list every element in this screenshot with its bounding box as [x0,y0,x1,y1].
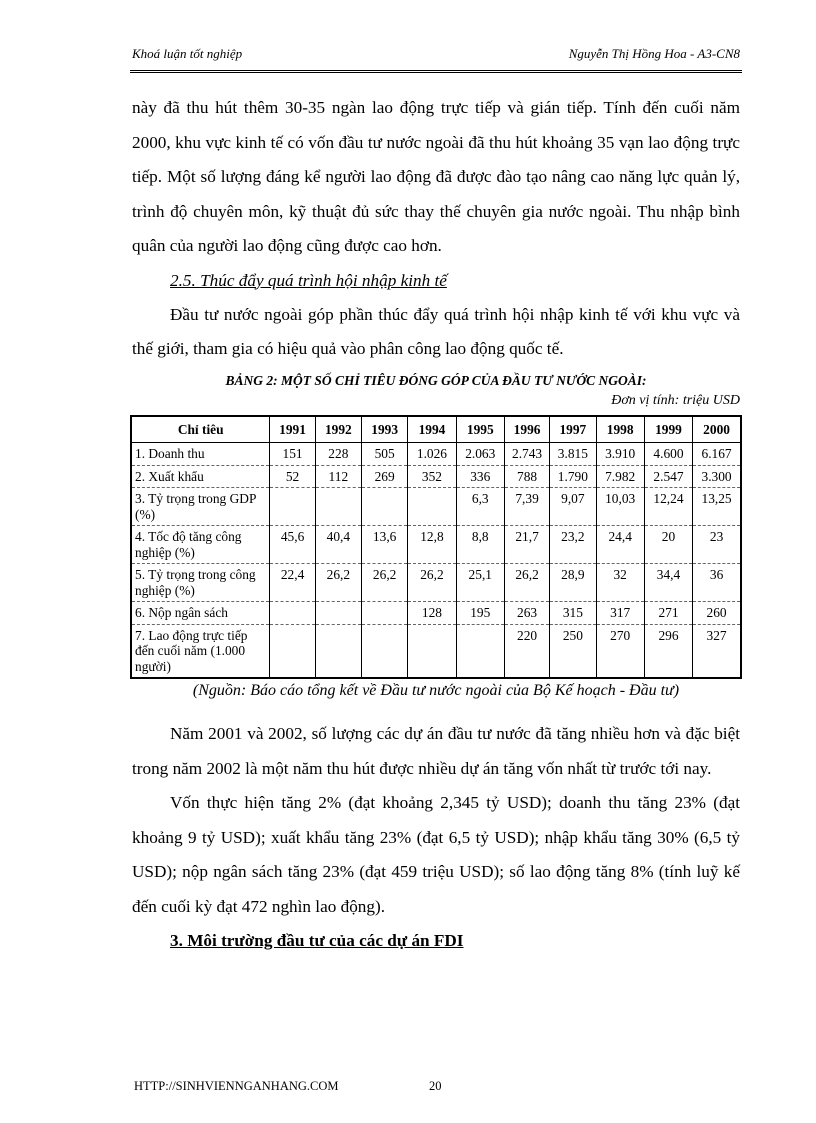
table-cell [315,488,361,526]
header-thesis-label: Khoá luận tốt nghiệp [132,46,243,61]
table-header-year: 1992 [315,416,361,443]
table-cell: 20 [644,526,692,564]
table-cell: 195 [456,602,504,625]
table-header-year: 1999 [644,416,692,443]
table-cell: 151 [270,443,315,466]
header-author: Nguyễn Thị Hồng Hoa - A3-CN8 [568,46,740,61]
table-cell [408,488,456,526]
paragraph-integration: Đầu tư nước ngoài góp phần thúc đẩy quá trình hội nhập kinh tế với khu vực và thế giới, tham gia có hiệu quả vào phân công lao động quốc tế. [132,304,740,358]
table-cell: 2.063 [456,443,504,466]
table-cell: 26,2 [362,564,408,602]
table-cell: 3.300 [693,465,741,488]
table-cell: 36 [693,564,741,602]
table-title: BẢNG 2: MỘT SỐ CHỈ TIÊU ĐÓNG GÓP CỦA ĐẦU TƯ NƯỚC NGOÀI: [225,372,647,388]
table-cell: 1.790 [550,465,596,488]
table-cell [270,624,315,678]
table-cell: 13,6 [362,526,408,564]
table-cell: 3.910 [596,443,644,466]
table-cell: 25,1 [456,564,504,602]
table-header-indicator: Chỉ tiêu [131,416,270,443]
table-cell: 3.815 [550,443,596,466]
table-cell: 1.026 [408,443,456,466]
table-cell: 2.743 [504,443,549,466]
table-cell: 315 [550,602,596,625]
table-header-year: 1994 [408,416,456,443]
paragraph-growth-figures: Vốn thực hiện tăng 2% (đạt khoảng 2,345 tỷ USD); doanh thu tăng 23% (đạt khoảng 9 tỷ USD); xuất khẩu tăng 23% (đạt 6,5 tỷ USD); nhập khẩu tăng 30% (6,5 tỷ USD); nộp ngân sách tăng 23% (đạt 459 triệu USD); số lao động tăng 8% (tính luỹ kế đến cuối kỳ đạt 472 nghìn lao động). [132,793,740,916]
table-cell: 2.547 [644,465,692,488]
table-header-year: 2000 [693,416,741,443]
table-header-year: 1998 [596,416,644,443]
header-divider [130,70,742,73]
table-row [131,602,741,625]
table-cell: 9,07 [550,488,596,526]
table-header-row [131,416,741,443]
table-cell: 32 [596,564,644,602]
table-row-label: 4. Tốc độ tăng công nghiệp (%) [131,526,270,564]
table-cell: 34,4 [644,564,692,602]
table-cell: 788 [504,465,549,488]
table-row-label: 6. Nộp ngân sách [131,602,270,625]
table-cell: 26,2 [408,564,456,602]
table-cell: 269 [362,465,408,488]
table-cell: 220 [504,624,549,678]
paragraph-labor: này đã thu hút thêm 30-35 ngàn lao động trực tiếp và gián tiếp. Tính đến cuối năm 2000, khu vực kinh tế có vốn đầu tư nước ngoài đã thu hút khoảng 35 vạn lao động trực tiếp. Một số lượng đáng kể người lao động đã được đào tạo nâng cao năng lực quản lý, trình độ chuyên môn, kỹ thuật đủ sức thay thế chuyên gia nước ngoài. Thu nhập bình quân của người lao động cũng được cao hơn. [132,98,740,255]
table-cell: 40,4 [315,526,361,564]
table-cell: 23 [693,526,741,564]
table-cell: 270 [596,624,644,678]
table-cell: 228 [315,443,361,466]
table-row-label: 3. Tỷ trọng trong GDP (%) [131,488,270,526]
table-cell [315,602,361,625]
table-cell: 21,7 [504,526,549,564]
footer-url[interactable]: HTTP://SINHVIENNGANHANG.COM [134,1079,339,1093]
table-cell: 28,9 [550,564,596,602]
table-header-year: 1991 [270,416,315,443]
table-cell: 7.982 [596,465,644,488]
paragraph-2001-2002: Năm 2001 và 2002, số lượng các dự án đầu tư nước đã tăng nhiều hơn và đặc biệt trong năm 2002 là một năm thu hút được nhiều dự án tăng vốn nhất từ trước tới nay. [132,724,740,778]
table-cell: 24,4 [596,526,644,564]
table-cell: 6.167 [693,443,741,466]
table-cell: 112 [315,465,361,488]
table-cell: 505 [362,443,408,466]
table-cell: 52 [270,465,315,488]
table-cell: 10,03 [596,488,644,526]
table-cell: 327 [693,624,741,678]
table-unit: Đơn vị tính: triệu USD [611,392,740,408]
table-cell [270,602,315,625]
page-number: 20 [429,1079,442,1093]
table-cell: 26,2 [315,564,361,602]
table-header-year: 1995 [456,416,504,443]
table-header-year: 1996 [504,416,549,443]
table-cell: 12,24 [644,488,692,526]
table-row [131,488,741,526]
table-row-label: 1. Doanh thu [131,443,270,466]
table-header-year: 1993 [362,416,408,443]
table-source: (Nguồn: Báo cáo tổng kết về Đầu tư nước ngoài của Bộ Kế hoạch - Đầu tư) [192,682,680,699]
contribution-table [130,415,742,680]
table-cell: 22,4 [270,564,315,602]
section-heading-2-5: 2.5. Thúc đẩy quá trình hội nhập kinh tế [170,270,447,290]
table-cell [456,624,504,678]
table-row [131,624,741,678]
table-cell: 260 [693,602,741,625]
table-cell [408,624,456,678]
table-row [131,526,741,564]
table-cell: 13,25 [693,488,741,526]
table-row-label: 5. Tỷ trọng trong công nghiệp (%) [131,564,270,602]
table-cell [270,488,315,526]
table-row [131,465,741,488]
table-cell [315,624,361,678]
table-cell: 4.600 [644,443,692,466]
table-cell [362,488,408,526]
table-cell [362,602,408,625]
table-cell [362,624,408,678]
table-cell: 12,8 [408,526,456,564]
table-cell: 128 [408,602,456,625]
table-cell: 250 [550,624,596,678]
table-cell: 8,8 [456,526,504,564]
section-heading-3: 3. Môi trường đầu tư của các dự án FDI [170,931,464,950]
table-header-year: 1997 [550,416,596,443]
table-cell: 317 [596,602,644,625]
table-cell: 26,2 [504,564,549,602]
table-row-label: 2. Xuất khẩu [131,465,270,488]
table-cell: 271 [644,602,692,625]
table-row [131,564,741,602]
table-cell: 45,6 [270,526,315,564]
table-cell: 6,3 [456,488,504,526]
table-cell: 336 [456,465,504,488]
table-row [131,443,741,466]
table-cell: 263 [504,602,549,625]
table-cell: 352 [408,465,456,488]
table-cell: 7,39 [504,488,549,526]
table-cell: 296 [644,624,692,678]
table-row-label: 7. Lao động trực tiếp đến cuối năm (1.000 người) [131,624,270,678]
page-body [132,91,740,958]
table-cell: 23,2 [550,526,596,564]
